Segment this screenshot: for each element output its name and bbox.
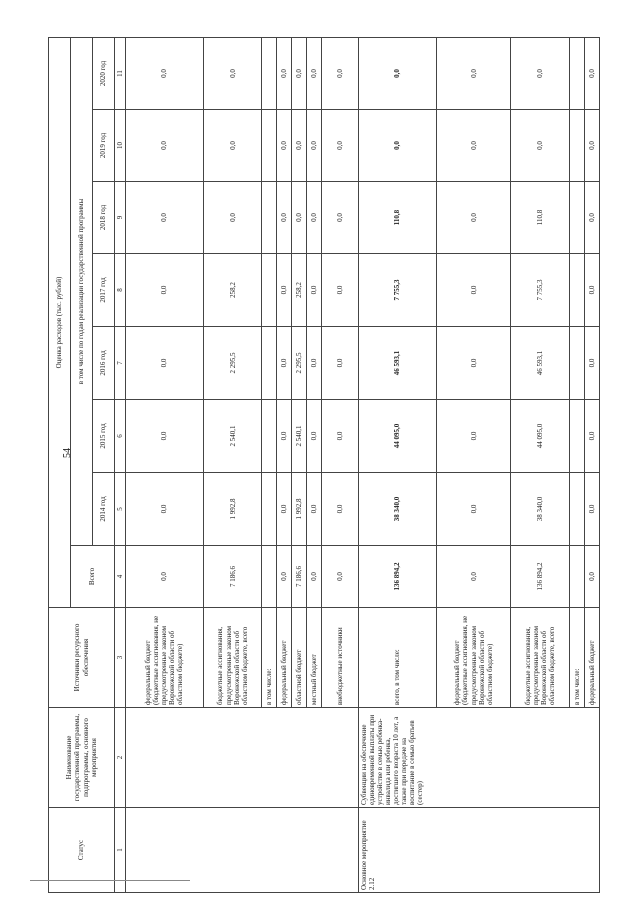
- header-year: 2015 год: [93, 400, 115, 473]
- year-value-cell: 38 340,0: [359, 473, 437, 546]
- header-total: Всего: [71, 546, 115, 608]
- table-row: [359, 37, 437, 892]
- year-value-cell: 1 992,8: [292, 473, 307, 546]
- year-value-cell: 0,0: [277, 37, 292, 109]
- year-value-cell: [570, 110, 585, 182]
- year-value-cell: 2 295,5: [203, 327, 262, 400]
- year-value-cell: 0,0: [436, 182, 511, 254]
- total-value-cell: 0,0: [126, 546, 204, 608]
- status-cell: Основное мероприятие 2.12: [359, 808, 600, 893]
- year-value-cell: 0,0: [436, 254, 511, 327]
- year-value-cell: 0,0: [126, 37, 204, 109]
- year-value-cell: 0,0: [306, 182, 321, 254]
- year-value-cell: [262, 182, 277, 254]
- year-value-cell: [262, 254, 277, 327]
- year-value-cell: 0,0: [203, 110, 262, 182]
- col-number: 9: [115, 182, 126, 254]
- total-value-cell: [262, 546, 277, 608]
- header-year: 2020 год: [93, 37, 115, 109]
- total-value-cell: 0,0: [436, 546, 511, 608]
- source-cell: бюджетные ассигнования, предусмотренные законом Воронежской области об областном бюджете, всего: [203, 608, 262, 708]
- year-value-cell: 0,0: [126, 400, 204, 473]
- year-value-cell: 0,0: [585, 327, 600, 400]
- year-value-cell: [262, 110, 277, 182]
- source-cell: местный бюджет: [306, 608, 321, 708]
- footnote-rule: [30, 880, 190, 881]
- year-value-cell: 0,0: [585, 473, 600, 546]
- year-value-cell: 0,0: [359, 37, 437, 109]
- total-value-cell: 7 186,6: [292, 546, 307, 608]
- header-year: 2019 год: [93, 110, 115, 182]
- source-cell: федеральный бюджет: [585, 608, 600, 708]
- year-value-cell: [570, 37, 585, 109]
- year-value-cell: 0,0: [585, 37, 600, 109]
- year-value-cell: 110,8: [359, 182, 437, 254]
- year-value-cell: 0,0: [306, 473, 321, 546]
- source-cell: федеральный бюджет (бюджетные ассигнования, не предусмотренные законом Воронежской области об областном бюджете): [126, 608, 204, 708]
- year-value-cell: 0,0: [277, 110, 292, 182]
- col-number: 5: [115, 473, 126, 546]
- header-year: 2017 год: [93, 254, 115, 327]
- year-value-cell: 0,0: [292, 37, 307, 109]
- col-number: 3: [115, 608, 126, 708]
- total-value-cell: [570, 546, 585, 608]
- header-status: Статус: [49, 808, 115, 893]
- total-value-cell: 0,0: [585, 546, 600, 608]
- year-value-cell: 0,0: [436, 110, 511, 182]
- year-value-cell: 38 340,0: [511, 473, 570, 546]
- year-value-cell: 46 593,1: [511, 327, 570, 400]
- year-value-cell: 0,0: [203, 37, 262, 109]
- year-value-cell: [570, 254, 585, 327]
- year-value-cell: 44 095,0: [511, 400, 570, 473]
- year-value-cell: 2 540,1: [203, 400, 262, 473]
- budget-table: [48, 37, 600, 893]
- table-body: [126, 37, 600, 892]
- year-value-cell: 0,0: [277, 182, 292, 254]
- page-number: 54: [62, 448, 73, 458]
- year-value-cell: 0,0: [306, 37, 321, 109]
- header-year: 2014 год: [93, 473, 115, 546]
- year-value-cell: 0,0: [292, 110, 307, 182]
- year-value-cell: 258,2: [292, 254, 307, 327]
- source-cell: в том числе:: [570, 608, 585, 708]
- year-value-cell: 110,8: [511, 182, 570, 254]
- year-value-cell: 0,0: [511, 37, 570, 109]
- year-value-cell: 0,0: [126, 182, 204, 254]
- col-number: 2: [115, 708, 126, 808]
- year-value-cell: 0,0: [126, 327, 204, 400]
- header-estimate: Оценка расходов (тыс. рублей): [49, 37, 71, 607]
- rotated-table-container: [48, 38, 600, 893]
- col-number: 10: [115, 110, 126, 182]
- col-number: 8: [115, 254, 126, 327]
- year-value-cell: 0,0: [321, 182, 358, 254]
- total-value-cell: 0,0: [306, 546, 321, 608]
- year-value-cell: 2 540,1: [292, 400, 307, 473]
- total-value-cell: 0,0: [277, 546, 292, 608]
- col-number: 6: [115, 400, 126, 473]
- year-value-cell: 0,0: [321, 327, 358, 400]
- header-name: Наименование государственной программы, подпрограммы, основного мероприятия: [49, 708, 115, 808]
- name-cell: Субвенции на обеспечение единовременной выплаты при устройстве в семью ребенка-инвалида или ребенка, достигшего возраста 10 лет, а также при передаче на воспитание в семью братьев (сестер): [359, 708, 600, 808]
- col-number: 4: [115, 546, 126, 608]
- total-value-cell: 136 894,2: [359, 546, 437, 608]
- year-value-cell: 0,0: [277, 400, 292, 473]
- year-value-cell: [570, 400, 585, 473]
- year-value-cell: 0,0: [306, 327, 321, 400]
- source-cell: внебюджетные источники: [321, 608, 358, 708]
- year-value-cell: 0,0: [436, 473, 511, 546]
- year-value-cell: 7 755,3: [511, 254, 570, 327]
- source-cell: федеральный бюджет (бюджетные ассигнования, не предусмотренные законом Воронежской области об областном бюджете): [436, 608, 511, 708]
- col-number: 11: [115, 37, 126, 109]
- year-value-cell: 0,0: [126, 110, 204, 182]
- year-value-cell: 0,0: [585, 182, 600, 254]
- year-value-cell: [262, 400, 277, 473]
- header-source: Источники ресурсного обеспечения: [49, 608, 115, 708]
- year-value-cell: 0,0: [585, 254, 600, 327]
- year-value-cell: 0,0: [436, 37, 511, 109]
- source-cell: бюджетные ассигнования, предусмотренные законом Воронежской области об областном бюджете, всего: [511, 608, 570, 708]
- year-value-cell: 0,0: [306, 400, 321, 473]
- source-cell: в том числе:: [262, 608, 277, 708]
- name-cell: [126, 708, 359, 808]
- col-number: 1: [115, 808, 126, 893]
- year-value-cell: 0,0: [321, 110, 358, 182]
- year-value-cell: 0,0: [585, 110, 600, 182]
- year-value-cell: 0,0: [321, 254, 358, 327]
- year-value-cell: 0,0: [203, 182, 262, 254]
- total-value-cell: 7 186,6: [203, 546, 262, 608]
- header-year: 2016 год: [93, 327, 115, 400]
- year-value-cell: 0,0: [321, 473, 358, 546]
- total-value-cell: 0,0: [321, 546, 358, 608]
- table-row: [126, 37, 204, 892]
- source-cell: федеральный бюджет: [277, 608, 292, 708]
- year-value-cell: 0,0: [436, 400, 511, 473]
- year-value-cell: 0,0: [277, 473, 292, 546]
- year-value-cell: [262, 473, 277, 546]
- header-incl-years: в том числе по годам реализации государственной программы: [71, 37, 93, 545]
- year-value-cell: [262, 327, 277, 400]
- year-value-cell: 0,0: [277, 254, 292, 327]
- year-value-cell: 0,0: [277, 327, 292, 400]
- year-value-cell: 0,0: [306, 110, 321, 182]
- header-year: 2018 год: [93, 182, 115, 254]
- year-value-cell: 0,0: [436, 327, 511, 400]
- year-value-cell: 1 992,8: [203, 473, 262, 546]
- year-value-cell: 0,0: [292, 182, 307, 254]
- source-cell: всего, в том числе:: [359, 608, 437, 708]
- year-value-cell: 0,0: [321, 400, 358, 473]
- year-value-cell: [570, 473, 585, 546]
- year-value-cell: 0,0: [359, 110, 437, 182]
- year-value-cell: 0,0: [126, 473, 204, 546]
- year-value-cell: 0,0: [126, 254, 204, 327]
- year-value-cell: 7 755,3: [359, 254, 437, 327]
- year-value-cell: 2 295,5: [292, 327, 307, 400]
- year-value-cell: 44 095,0: [359, 400, 437, 473]
- col-number: 7: [115, 327, 126, 400]
- year-value-cell: 46 593,1: [359, 327, 437, 400]
- year-value-cell: 0,0: [511, 110, 570, 182]
- source-cell: областной бюджет: [292, 608, 307, 708]
- year-value-cell: [570, 327, 585, 400]
- total-value-cell: 136 894,2: [511, 546, 570, 608]
- year-value-cell: 0,0: [321, 37, 358, 109]
- year-value-cell: [570, 182, 585, 254]
- year-value-cell: 0,0: [585, 400, 600, 473]
- year-value-cell: [262, 37, 277, 109]
- year-value-cell: 0,0: [306, 254, 321, 327]
- year-value-cell: 258,2: [203, 254, 262, 327]
